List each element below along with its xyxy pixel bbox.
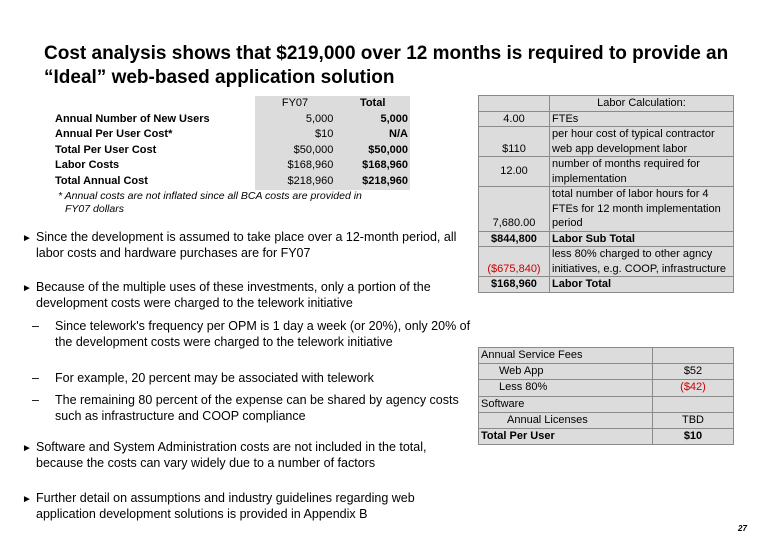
fee-value: TBD (653, 412, 734, 428)
sub-bullet-text: Since telework's frequency per OPM is 1 day a week (or 20%), only 20% of the development costs were charged to the telework initiative (55, 319, 471, 349)
fee-value: $52 (653, 364, 734, 380)
sub-bullet-dash: – (32, 371, 39, 385)
bullet-arrow-icon: ► (22, 443, 32, 454)
fee-label: Web App (479, 364, 653, 380)
cost-table-header (53, 96, 410, 112)
service-fees-table (478, 347, 734, 445)
fee-row-less-80 (479, 380, 734, 396)
cost-table-corner (53, 96, 255, 112)
fee-label: Annual Service Fees (479, 348, 653, 364)
bullet-item (22, 280, 472, 311)
cost-row-label: Labor Costs (55, 159, 120, 172)
fee-value (653, 396, 734, 412)
bullet-text: Because of the multiple uses of these investments, only a portion of the development costs were charged to the telework initiative (36, 280, 431, 310)
labor-value: $110 (479, 127, 550, 157)
sub-bullet-text: The remaining 80 percent of the expense can be shared by agency costs such as infrastructure and COOP compliance (55, 393, 459, 423)
labor-calculation-table (478, 95, 734, 293)
fee-value: $10 (653, 429, 734, 445)
page-number: 27 (738, 524, 747, 533)
sub-bullet-dash: – (32, 393, 39, 407)
fee-row-total-per-user (479, 429, 734, 445)
labor-row-subtotal (479, 231, 734, 247)
cost-row-fy07: $50,000 (255, 143, 336, 159)
cost-row-total: 5,000 (335, 112, 410, 128)
labor-desc: Labor Total (550, 277, 734, 293)
labor-desc: less 80% charged to other agncy initiatives, e.g. COOP, infrastructure (550, 247, 734, 277)
cost-row-total: $168,960 (335, 158, 410, 174)
cost-row-total: $50,000 (335, 143, 410, 159)
fee-row-annual-licenses (479, 412, 734, 428)
sub-bullet-item (32, 393, 472, 424)
bullet-item (22, 230, 472, 261)
sub-bullet-text: For example, 20 percent may be associated with telework (55, 371, 374, 385)
cost-row-fy07: $10 (255, 127, 336, 143)
bullet-text: Software and System Administration costs are not included in the total, because the costs can vary widely due to a number of factors (36, 440, 427, 470)
labor-row-total (479, 277, 734, 293)
cost-row-fy07: $218,960 (255, 174, 336, 190)
labor-desc: per hour cost of typical contractor web app development labor (550, 127, 734, 157)
cost-table (53, 96, 410, 190)
labor-value: 7,680.00 (479, 187, 550, 232)
labor-desc: number of months required for implementation (550, 157, 734, 187)
labor-header: Labor Calculation: (550, 96, 734, 112)
cost-row-per-user-cost (53, 127, 410, 143)
labor-row-ftes (479, 111, 734, 127)
labor-desc: Labor Sub Total (550, 231, 734, 247)
fee-label: Annual Licenses (479, 412, 653, 428)
fee-row-web-app (479, 364, 734, 380)
cost-row-labor (53, 158, 410, 174)
bullet-arrow-icon: ► (22, 233, 32, 244)
cost-row-total: $218,960 (335, 174, 410, 190)
bullet-item (22, 491, 472, 522)
bullet-arrow-icon: ► (22, 494, 32, 505)
sub-bullet-item (32, 371, 472, 387)
cost-row-label: Total Annual Cost (55, 174, 148, 187)
labor-value: 4.00 (479, 111, 550, 127)
fee-label: Software (479, 396, 653, 412)
cost-row-new-users (53, 112, 410, 128)
bullet-item (22, 440, 472, 471)
bullet-text: Further detail on assumptions and industry guidelines regarding web application development solutions is provided in Appendix B (36, 491, 415, 521)
labor-header-row (479, 96, 734, 112)
labor-row-deduction (479, 247, 734, 277)
cost-row-fy07: 5,000 (255, 112, 336, 128)
labor-row-months (479, 157, 734, 187)
page-title: Cost analysis shows that $219,000 over 12 months is required to provide an “Ideal” web-based application solution (44, 43, 729, 88)
fee-value (653, 348, 734, 364)
cost-row-label: Total Per User Cost (55, 143, 157, 156)
cost-header-total: Total (335, 96, 410, 112)
cost-row-total: N/A (335, 127, 410, 143)
labor-value: ($675,840) (479, 247, 550, 277)
cost-footnote (58, 190, 418, 216)
sub-bullet-item (32, 319, 472, 350)
footnote-line-1: * Annual costs are not inflated since all BCA costs are provided in (58, 190, 362, 202)
cost-header-fy07: FY07 (255, 96, 336, 112)
sub-bullet-dash: – (32, 319, 39, 333)
labor-desc: total number of labor hours for 4 FTEs for 12 month implementation period (550, 187, 734, 232)
fee-label: Total Per User (479, 429, 653, 445)
fee-value: ($42) (653, 380, 734, 396)
fee-row-annual-service-fees (479, 348, 734, 364)
cost-row-label: Annual Per User Cost* (55, 128, 173, 141)
fee-label: Less 80% (479, 380, 653, 396)
cost-row-fy07: $168,960 (255, 158, 336, 174)
cost-row-total-annual (53, 174, 410, 190)
labor-row-hours (479, 187, 734, 232)
bullet-arrow-icon: ► (22, 283, 32, 294)
fee-row-software (479, 396, 734, 412)
cost-row-total-per-user (53, 143, 410, 159)
labor-value: 12.00 (479, 157, 550, 187)
labor-header-spacer (479, 96, 550, 112)
labor-desc: FTEs (550, 111, 734, 127)
footnote-line-2: FY07 dollars (65, 203, 124, 215)
labor-row-hourly-cost (479, 127, 734, 157)
labor-value: $168,960 (479, 277, 550, 293)
bullet-text: Since the development is assumed to take place over a 12-month period, all labor costs and hardware purchases are for FY07 (36, 230, 457, 260)
labor-value: $844,800 (479, 231, 550, 247)
cost-row-label: Annual Number of New Users (55, 112, 210, 125)
